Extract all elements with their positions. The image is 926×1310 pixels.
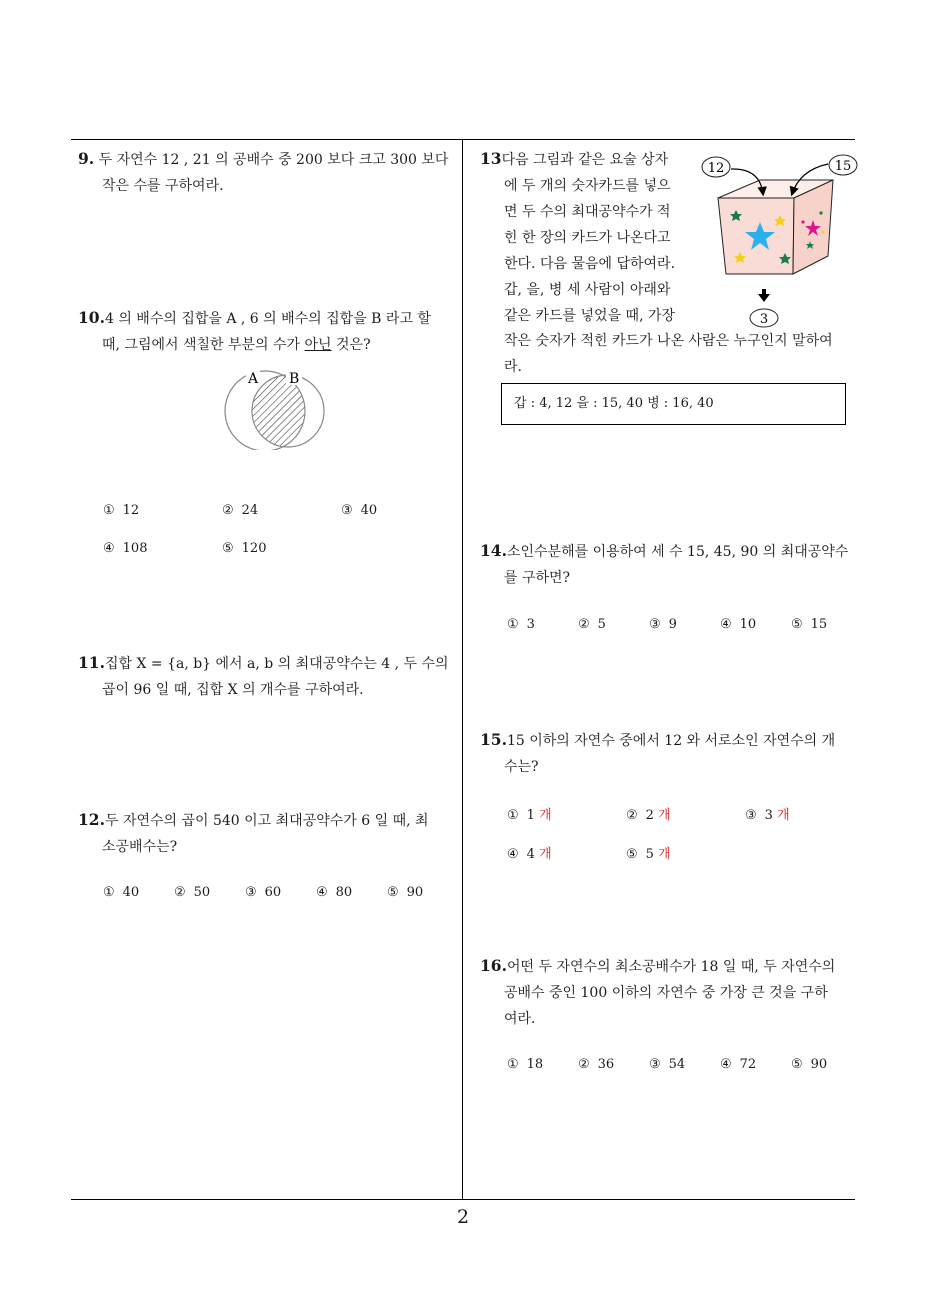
question-text: 작은 숫자가 적힌 카드가 나온 사람은 누구인지 말하여 [504,333,833,349]
question-text: 소인수분해를 이용하여 세 수 15, 45, 90 의 최대공약수 [506,544,849,560]
venn-label-b: B [289,371,300,387]
venn-label-a: A [248,371,259,387]
question-number: 11. [78,653,105,672]
choice-4[interactable]: ④ 10 [720,617,757,632]
output-card-3-label: 3 [759,312,769,327]
question-10 [78,305,460,358]
choice-1[interactable]: ① 18 [507,1057,544,1072]
question-number: 15. [480,730,507,749]
choice-3[interactable]: ③ 54 [649,1057,686,1072]
choice-3[interactable]: ③ 40 [341,503,378,518]
choice-1[interactable]: ① 1 개 [507,808,552,823]
question-text: 15 이하의 자연수 중에서 12 와 서로소인 자연수의 개 [506,733,836,749]
question-text: 에 두 개의 숫자카드를 넣으 [504,178,671,194]
question-15 [480,727,862,780]
question-text: 집합 X = {a, b} 에서 a, b 의 최대공약수는 4 , 두 수의 [104,656,449,672]
question-text: 같은 카드를 넣었을 때, 가장 [504,308,676,324]
choice-5[interactable]: ⑤ 15 [791,617,828,632]
question-13-continued [480,328,860,380]
question-number: 13 [480,149,502,168]
question-12 [78,807,460,860]
choice-5[interactable]: ⑤ 90 [387,885,424,900]
venn-diagram [218,366,330,450]
choice-2[interactable]: ② 5 [578,617,606,632]
choice-2[interactable]: ② 50 [174,885,211,900]
question-text: 어떤 두 자연수의 최소공배수가 18 일 때, 두 자연수의 [506,959,836,975]
given-cards-box: 갑 : 4, 12 을 : 15, 40 병 : 16, 40 [501,383,846,425]
choice-4[interactable]: ④ 80 [316,885,353,900]
bottom-rule [71,1199,855,1200]
question-text: 4 의 배수의 집합을 A , 6 의 배수의 집합을 B 라고 할 [104,311,431,327]
question-text: 라. [504,359,522,375]
question-text: 면 두 수의 최대공약수가 적 [504,204,671,220]
question-text: 소공배수는? [102,839,178,855]
question-number: 16. [480,956,507,975]
emphasis-underline: 아닌 [304,337,332,353]
unit-label: 개 [658,808,671,823]
choice-3[interactable]: ③ 9 [649,617,677,632]
question-text: 곱이 96 일 때, 집합 X 의 개수를 구하여라. [102,682,364,698]
question-9 [78,146,460,199]
down-arrow-icon [758,294,770,302]
question-16 [480,953,862,1032]
unit-label: 개 [658,847,671,862]
question-number: 9. [78,149,95,168]
question-11 [78,650,460,703]
question-text: 갑, 을, 병 세 사람이 아래와 [504,282,671,298]
page-number: 2 [456,1206,470,1228]
question-text: 다음 그림과 같은 요술 상자 [501,152,669,168]
question-text: 힌 한 장의 카드가 나온다고 [504,230,671,246]
question-number: 14. [480,541,507,560]
question-13 [480,146,695,329]
question-14 [480,538,862,591]
magic-box-figure [700,150,860,330]
choice-1[interactable]: ① 3 [507,617,535,632]
question-text: 작은 수를 구하여라. [102,178,224,194]
input-card-15-label: 15 [834,159,852,174]
unit-label: 개 [777,808,790,823]
question-text: 수는? [504,759,539,775]
unit-label: 개 [539,847,552,862]
column-divider [462,139,463,1200]
question-number: 12. [78,810,105,829]
choice-4[interactable]: ④ 72 [720,1057,757,1072]
question-text: 두 자연수의 곱이 540 이고 최대공약수가 6 일 때, 최 [104,813,429,829]
question-text: 두 자연수 12 , 21 의 공배수 중 200 보다 크고 300 보다 [98,152,449,168]
question-text: 여라. [504,1011,536,1027]
choice-2[interactable]: ② 24 [222,503,259,518]
choice-1[interactable]: ① 40 [103,885,140,900]
choice-3[interactable]: ③ 3 개 [745,808,790,823]
choice-5[interactable]: ⑤ 90 [791,1057,828,1072]
question-text: 를 구하면? [504,570,571,586]
choice-5[interactable]: ⑤ 5 개 [626,847,671,862]
choice-3[interactable]: ③ 60 [245,885,282,900]
input-card-12-label: 12 [707,161,725,176]
choice-5[interactable]: ⑤ 120 [222,541,267,556]
top-rule [71,139,855,140]
choice-1[interactable]: ① 12 [103,503,140,518]
question-number: 10. [78,308,105,327]
question-text: 한다. 다음 물음에 답하여라. [504,256,676,272]
question-text: 때, 그림에서 색칠한 부분의 수가 아닌 것은? [102,337,371,353]
choice-4[interactable]: ④ 4 개 [507,847,552,862]
choice-4[interactable]: ④ 108 [103,541,148,556]
unit-label: 개 [539,808,552,823]
choice-2[interactable]: ② 2 개 [626,808,671,823]
question-text: 공배수 중인 100 이하의 자연수 중 가장 큰 것을 구하 [504,985,828,1001]
choice-2[interactable]: ② 36 [578,1057,615,1072]
